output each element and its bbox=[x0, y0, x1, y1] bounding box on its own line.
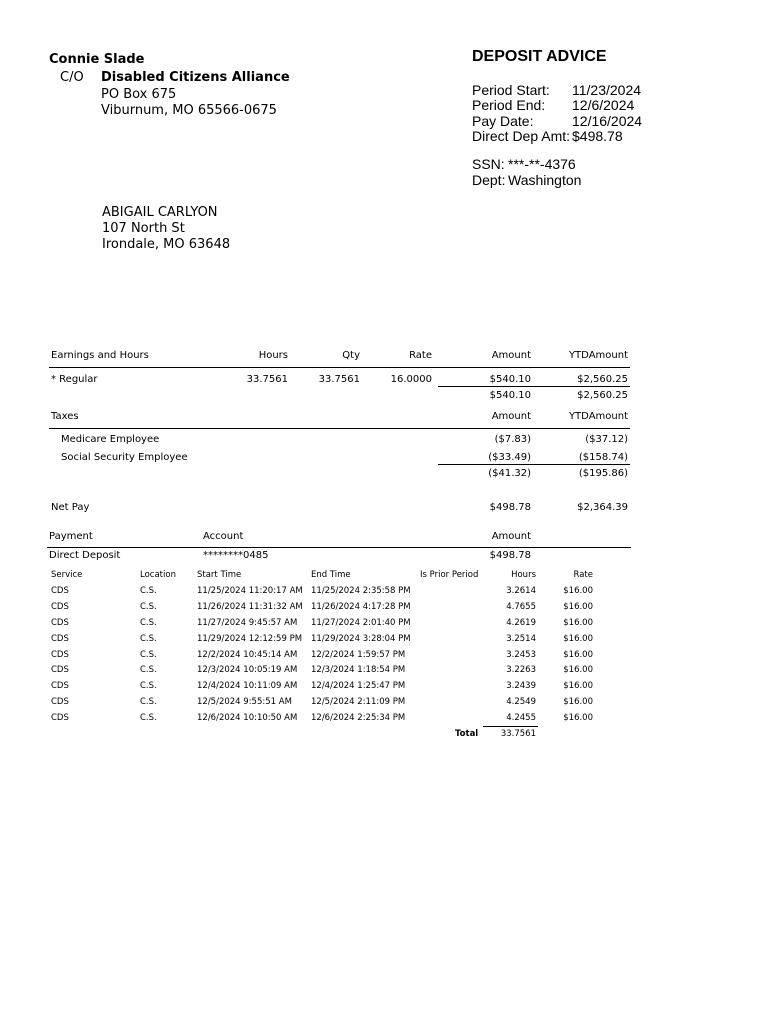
table-row bbox=[0, 697, 768, 713]
hours-cell: 3.2514 bbox=[506, 633, 536, 644]
location-cell: C.S. bbox=[140, 601, 157, 612]
table-row bbox=[0, 650, 768, 666]
start-time-cell: 12/2/2024 10:45:14 AM bbox=[197, 649, 298, 660]
location-cell: C.S. bbox=[140, 681, 157, 692]
end-time-cell: 12/4/2024 1:25:47 PM bbox=[311, 681, 406, 692]
end-time-cell: 11/26/2024 4:17:28 PM bbox=[311, 601, 411, 612]
tax-row-label: Social Security Employee bbox=[61, 452, 188, 463]
taxes-total-amount: ($41.32) bbox=[488, 468, 531, 479]
hours-cell: 3.2263 bbox=[506, 665, 536, 676]
period-end-label: Period End: bbox=[472, 97, 546, 113]
taxes-subtotal-rule bbox=[438, 464, 630, 465]
earnings-total-ytd: $2,560.25 bbox=[577, 390, 628, 401]
service-header-hours: Hours bbox=[511, 570, 536, 580]
table-row bbox=[0, 602, 768, 618]
taxes-header-rule bbox=[49, 428, 630, 429]
service-cell: CDS bbox=[51, 601, 69, 612]
payment-header-rule bbox=[47, 547, 631, 548]
rate-cell: $16.00 bbox=[563, 601, 593, 612]
net-pay-ytd: $2,364.39 bbox=[577, 502, 628, 513]
service-header-rate: Rate bbox=[573, 570, 593, 580]
location-cell: C.S. bbox=[140, 665, 157, 676]
taxes-header-amount: Amount bbox=[491, 411, 531, 422]
table-row bbox=[0, 634, 768, 650]
start-time-cell: 12/3/2024 10:05:19 AM bbox=[197, 665, 298, 676]
earnings-row-label: * Regular bbox=[51, 374, 98, 385]
care-of-label: C/O bbox=[60, 70, 84, 85]
employer-address-line2: Viburnum, MO 65566-0675 bbox=[101, 103, 277, 118]
end-time-cell: 12/6/2024 2:25:34 PM bbox=[311, 713, 406, 724]
location-cell: C.S. bbox=[140, 713, 157, 724]
service-cell: CDS bbox=[51, 681, 69, 692]
earnings-total-amount: $540.10 bbox=[489, 390, 531, 401]
period-start-value: 11/23/2024 bbox=[572, 82, 642, 98]
service-cell: CDS bbox=[51, 665, 69, 676]
hours-cell: 3.2439 bbox=[506, 681, 536, 692]
earnings-header-ytd: YTDAmount bbox=[568, 350, 628, 361]
rate-cell: $16.00 bbox=[563, 649, 593, 660]
employee-address-line1: 107 North St bbox=[102, 221, 185, 236]
employee-name: ABIGAIL CARLYON bbox=[102, 205, 218, 220]
taxes-total-ytd: ($195.86) bbox=[578, 468, 628, 479]
rate-cell: $16.00 bbox=[563, 633, 593, 644]
service-header-end: End Time bbox=[311, 570, 351, 580]
end-time-cell: 11/29/2024 3:28:04 PM bbox=[311, 633, 411, 644]
service-header-location: Location bbox=[140, 570, 176, 580]
taxes-header-label: Taxes bbox=[51, 411, 79, 422]
location-cell: C.S. bbox=[140, 617, 157, 628]
end-time-cell: 12/2/2024 1:59:57 PM bbox=[311, 649, 406, 660]
service-cell: CDS bbox=[51, 713, 69, 724]
direct-dep-amount: $498.78 bbox=[572, 128, 623, 144]
end-time-cell: 12/3/2024 1:18:54 PM bbox=[311, 665, 406, 676]
dept-value: Washington bbox=[508, 172, 582, 188]
start-time-cell: 12/5/2024 9:55:51 AM bbox=[197, 697, 292, 708]
service-total-rule bbox=[483, 726, 538, 727]
rate-cell: $16.00 bbox=[563, 617, 593, 628]
table-row bbox=[0, 618, 768, 634]
payment-account: ********0485 bbox=[203, 550, 269, 561]
tax-row-label: Medicare Employee bbox=[61, 434, 160, 445]
service-header-prior: Is Prior Period bbox=[420, 570, 479, 580]
employee-address-line2: Irondale, MO 63648 bbox=[102, 237, 231, 252]
period-end-value: 12/6/2024 bbox=[572, 97, 635, 113]
hours-cell: 3.2453 bbox=[506, 649, 536, 660]
rate-cell: $16.00 bbox=[563, 586, 593, 596]
earnings-header-label: Earnings and Hours bbox=[51, 350, 149, 361]
earnings-header-rate: Rate bbox=[409, 350, 432, 361]
rate-cell: $16.00 bbox=[563, 665, 593, 676]
service-total-label: Total bbox=[455, 729, 479, 739]
table-row bbox=[0, 665, 768, 681]
table-row bbox=[0, 586, 768, 602]
direct-dep-label: Direct Dep Amt: bbox=[472, 128, 571, 144]
earnings-row-rate: 16.0000 bbox=[390, 374, 432, 385]
payment-header-payment: Payment bbox=[49, 531, 93, 542]
deposit-advice-title: DEPOSIT ADVICE bbox=[472, 48, 607, 65]
start-time-cell: 11/25/2024 11:20:17 AM bbox=[197, 586, 303, 596]
service-cell: CDS bbox=[51, 649, 69, 660]
location-cell: C.S. bbox=[140, 649, 157, 660]
employer-address-line1: PO Box 675 bbox=[101, 87, 177, 102]
end-time-cell: 11/27/2024 2:01:40 PM bbox=[311, 617, 411, 628]
earnings-row-qty: 33.7561 bbox=[318, 374, 360, 385]
tax-row-ytd: ($37.12) bbox=[585, 434, 628, 445]
ssn-label: SSN: bbox=[472, 156, 505, 172]
payment-header-account: Account bbox=[203, 531, 244, 542]
service-header-start: Start Time bbox=[197, 570, 242, 580]
start-time-cell: 12/4/2024 10:11:09 AM bbox=[197, 681, 298, 692]
table-row bbox=[0, 713, 768, 729]
service-total-hours: 33.7561 bbox=[500, 729, 536, 739]
earnings-row-hours: 33.7561 bbox=[246, 374, 288, 385]
pay-date-value: 12/16/2024 bbox=[572, 113, 643, 129]
payment-header-amount: Amount bbox=[491, 531, 531, 542]
earnings-row-ytd: $2,560.25 bbox=[577, 374, 628, 385]
taxes-header-ytd: YTDAmount bbox=[568, 411, 628, 422]
net-pay-label: Net Pay bbox=[51, 502, 90, 513]
earnings-header-qty: Qty bbox=[342, 350, 360, 361]
dept-label: Dept: bbox=[472, 172, 506, 188]
table-row bbox=[0, 681, 768, 697]
net-pay-amount: $498.78 bbox=[489, 502, 531, 513]
location-cell: C.S. bbox=[140, 633, 157, 644]
end-time-cell: 11/25/2024 2:35:58 PM bbox=[311, 586, 411, 596]
start-time-cell: 11/26/2024 11:31:32 AM bbox=[197, 601, 303, 612]
employer-contact-name: Connie Slade bbox=[49, 52, 145, 67]
earnings-header-amount: Amount bbox=[491, 350, 531, 361]
rate-cell: $16.00 bbox=[563, 713, 593, 724]
service-cell: CDS bbox=[51, 586, 69, 596]
rate-cell: $16.00 bbox=[563, 697, 593, 708]
service-rows bbox=[0, 586, 768, 729]
earnings-header-rule bbox=[49, 367, 630, 368]
rate-cell: $16.00 bbox=[563, 681, 593, 692]
location-cell: C.S. bbox=[140, 697, 157, 708]
employer-organization: Disabled Citizens Alliance bbox=[101, 70, 290, 85]
service-cell: CDS bbox=[51, 633, 69, 644]
location-cell: C.S. bbox=[140, 586, 157, 596]
ssn-value: ***-**-4376 bbox=[508, 156, 576, 172]
payment-amount: $498.78 bbox=[489, 550, 531, 561]
end-time-cell: 12/5/2024 2:11:09 PM bbox=[311, 697, 406, 708]
tax-row-amount: ($7.83) bbox=[494, 434, 531, 445]
service-header-service: Service bbox=[51, 570, 83, 580]
tax-row-amount: ($33.49) bbox=[488, 452, 531, 463]
service-cell: CDS bbox=[51, 697, 69, 708]
payment-method: Direct Deposit bbox=[49, 550, 121, 561]
earnings-subtotal-rule bbox=[438, 386, 630, 387]
pay-date-label: Pay Date: bbox=[472, 113, 534, 129]
start-time-cell: 11/29/2024 12:12:59 PM bbox=[197, 633, 303, 644]
start-time-cell: 12/6/2024 10:10:50 AM bbox=[197, 713, 298, 724]
earnings-header-hours: Hours bbox=[258, 350, 288, 361]
hours-cell: 3.2614 bbox=[506, 586, 536, 596]
hours-cell: 4.2549 bbox=[506, 697, 536, 708]
hours-cell: 4.7655 bbox=[506, 601, 536, 612]
period-start-label: Period Start: bbox=[472, 82, 550, 98]
earnings-row-amount: $540.10 bbox=[489, 374, 531, 385]
hours-cell: 4.2619 bbox=[506, 617, 536, 628]
tax-row-ytd: ($158.74) bbox=[578, 452, 628, 463]
start-time-cell: 11/27/2024 9:45:57 AM bbox=[197, 617, 298, 628]
service-cell: CDS bbox=[51, 617, 69, 628]
hours-cell: 4.2455 bbox=[506, 713, 536, 724]
